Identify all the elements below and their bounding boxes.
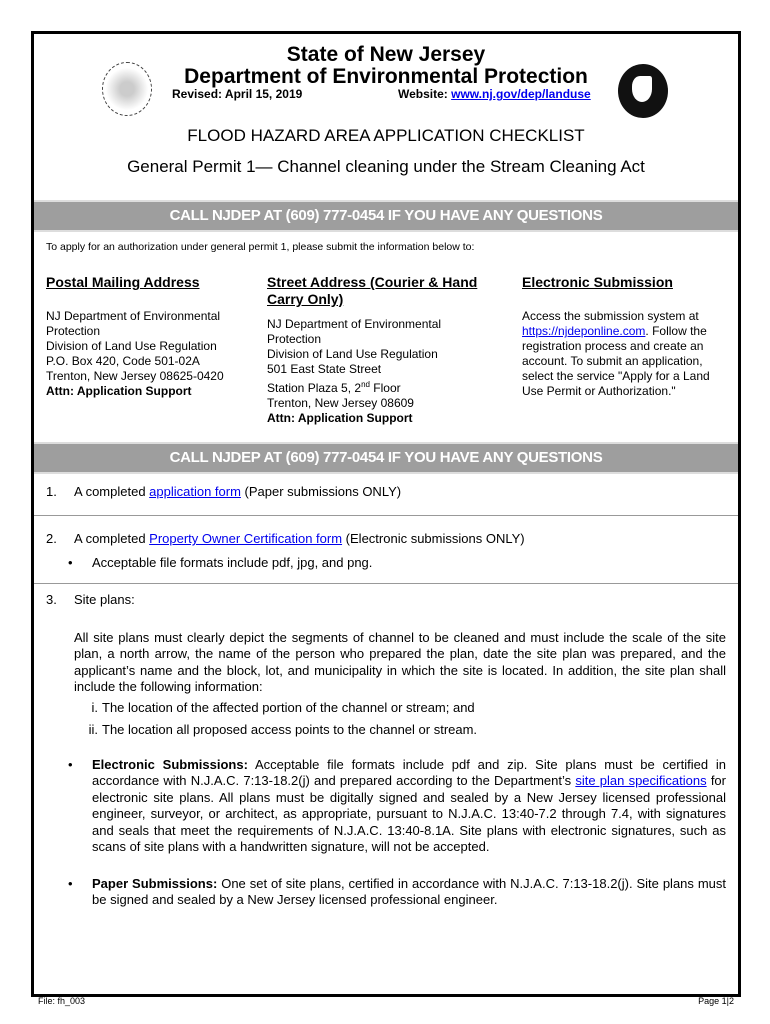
address-line: Protection [46, 324, 101, 338]
address-line [267, 377, 492, 396]
item-number: 3. [46, 592, 57, 607]
department-name: Department of Environmental Protection [184, 65, 588, 88]
electronic-text: Access the submission system at [522, 309, 699, 323]
postal-heading: Postal Mailing Address [46, 274, 200, 290]
checklist-item-2 [46, 531, 525, 571]
site-plan-paragraph: All site plans must clearly depict the segments of channel to be cleaned and must include the scale of the site plan, a north arrow, the name of the person who prepared the plan, date the site plan was prepared, and the applicant’s name and the block, lot, and municipality in which the site is located. In addition, the site plan shall include the following information: [74, 629, 726, 694]
address-line: Trenton, New Jersey 08609 [267, 396, 414, 410]
site-plan-specifications-link[interactable]: site plan specifications [575, 773, 707, 788]
sub-text: The location of the affected portion of the channel or stream; and [102, 699, 475, 715]
item-text: Site plans: [74, 592, 135, 607]
bullet-icon: • [68, 554, 73, 570]
item-text: A completed [74, 484, 150, 499]
footer-page: Page 1|2 [698, 996, 734, 1006]
njdeponline-link[interactable]: https://njdeponline.com [522, 324, 646, 338]
address-line: NJ Department of Environmental [46, 309, 221, 323]
call-banner: CALL NJDEP AT (609) 777-0454 IF YOU HAVE ANY QUESTIONS [34, 442, 738, 474]
footer-file: File: fh_003 [38, 996, 86, 1006]
website-link[interactable]: www.nj.gov/dep/landuse [451, 87, 591, 101]
intro-text: To apply for an authorization under general permit 1, please submit the information below to: [46, 241, 475, 253]
electronic-text: . Follow the registration process and create an account. To submit an application, select the service "Apply for a Land Use Permit or Authorization." [522, 324, 710, 398]
revised-date: Revised: April 15, 2019 [172, 87, 303, 101]
bullet-text: Acceptable file formats include pdf and zip. Site plans must be certified in accordance with N.J.A.C. 7:13-18.2(j) and prepared according to the Department’s [92, 756, 726, 788]
item-number: 1. [46, 484, 57, 499]
bullet-icon: • [68, 875, 73, 891]
checklist-item-1 [46, 484, 401, 501]
application-form-link[interactable]: application form [149, 484, 241, 499]
item-number: 2. [46, 531, 57, 546]
item-text: A completed [74, 531, 150, 546]
bullet-icon: • [68, 756, 73, 772]
address-line: 501 East State Street [267, 362, 382, 376]
state-name: State of New Jersey [286, 43, 486, 66]
sub-text: The location all proposed access points to the channel or stream. [102, 722, 478, 737]
attn-line: Attn: Application Support [267, 411, 413, 425]
page-frame [31, 31, 741, 997]
item-text: (Paper submissions ONLY) [240, 484, 402, 499]
sub-number: i. [91, 699, 98, 715]
checklist-subtitle: General Permit 1— Channel cleaning under the Stream Cleaning Act [127, 157, 645, 176]
bullet-text: One set of site plans, certified in accordance with N.J.A.C. 7:13-18.2(j). Site plans must be signed and sealed by a New Jersey licensed professional engineer. [92, 875, 726, 907]
sub-number: ii. [88, 722, 98, 737]
call-banner: CALL NJDEP AT (609) 777-0454 IF YOU HAVE ANY QUESTIONS [34, 200, 738, 232]
address-line: NJ Department of Environmental [267, 317, 442, 331]
electronic-heading: Electronic Submission [522, 274, 673, 290]
address-line: Trenton, New Jersey 08625-0420 [46, 369, 224, 383]
address-line: Division of Land Use Regulation [46, 339, 217, 353]
attn-line: Attn: Application Support [46, 384, 192, 398]
station-text: Station Plaza 5, 2 [267, 381, 362, 395]
electronic-submission-column [522, 274, 722, 399]
street-heading: Street Address (Courier & Hand Carry Only) [267, 274, 478, 307]
bullet-label: Electronic Submissions: [92, 756, 248, 772]
floor-text: Floor [369, 381, 401, 395]
checklist-item-3 [46, 592, 726, 909]
divider [34, 583, 738, 584]
bullet-text: for electronic site plans. All plans must be digitally signed and sealed by a New Jersey licensed professional engineer, surveyor, or architect, as appropriate, pursuant to N.J.A.C. 13:40-7.2 through 7.4, with signatures and seals that meet the requirements of N.J.A.C. 13:40-8.1A. Site plans with electronic signatures, such as scans of site plans with a handwritten signature, will not be accepted. [92, 773, 726, 854]
bullet-text: Acceptable file formats include pdf, jpg, and png. [92, 554, 373, 570]
bullet-label: Paper Submissions: [92, 875, 218, 891]
ordinal-suffix: nd [361, 380, 370, 389]
postal-address-column [46, 274, 256, 399]
address-line: Protection [267, 332, 322, 346]
address-line: P.O. Box 420, Code 501-02A [46, 354, 200, 368]
street-address-column [267, 274, 492, 426]
divider [34, 515, 738, 516]
website-label: Website: [398, 87, 452, 101]
checklist-title: FLOOD HAZARD AREA APPLICATION CHECKLIST [187, 126, 585, 145]
item-text: (Electronic submissions ONLY) [342, 531, 525, 546]
address-line: Division of Land Use Regulation [267, 347, 438, 361]
property-owner-certification-link[interactable]: Property Owner Certification form [149, 531, 343, 546]
